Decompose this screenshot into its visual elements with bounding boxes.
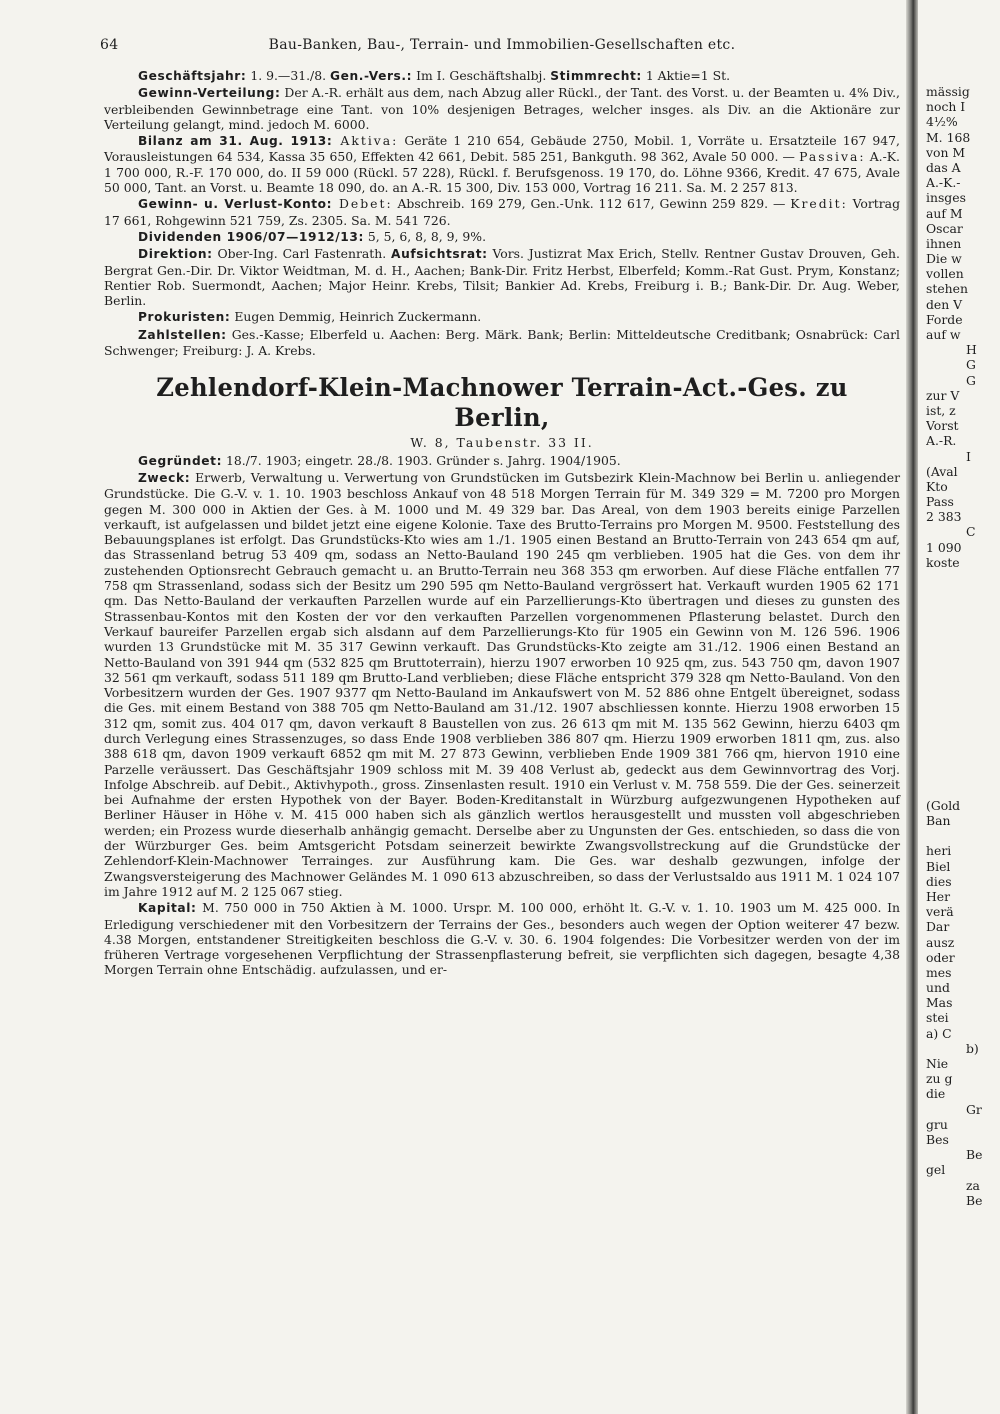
facing-page-line: 2 383: [926, 509, 962, 525]
facing-page-line: ist, z: [926, 402, 956, 418]
entry-text: Eugen Demmig, Heinrich Zuckermann.: [230, 309, 482, 325]
facing-page-line: heri: [926, 843, 952, 859]
facing-page-line: ausz: [926, 934, 955, 950]
facing-page-line: koste: [926, 554, 960, 570]
facing-page-line: mes: [926, 964, 952, 980]
entry-prokuristen: [104, 309, 900, 325]
facing-page-line: A.-R.: [926, 433, 957, 449]
facing-page-line: za: [966, 1177, 980, 1193]
entry-label: Kapital:: [138, 901, 197, 916]
entry-dividenden: [104, 229, 900, 245]
facing-page-line: den V: [926, 296, 963, 312]
facing-page-line: mässig: [926, 84, 970, 99]
entry-text: A.-K. 1 700 000, R.-F. 170 000, do. II 59 000 (Rückl. 57 228), Rückl. f. Berufsgenoss. 19 170, do. Löhne 9366, Kredit. 47 675, Avale 50 000, Tant. an Vorst. u. Beamte 18 090, do. an A.-R. 15 300, Div. 153 000, Vortrag 16 211. Sa. M. 2 257 813.: [104, 149, 900, 196]
entry-bilanz: [104, 133, 900, 195]
facing-page-line: gru: [926, 1116, 948, 1132]
facing-page-line: [926, 631, 1000, 646]
facing-page-line: [926, 737, 1000, 752]
entry-label: Direktion:: [138, 247, 213, 262]
entry-direktion: [104, 246, 900, 308]
facing-page-line: insges: [926, 190, 966, 206]
facing-page-line: Ban: [926, 813, 951, 828]
entry-text: Abschreib. 169 279, Gen.-Unk. 112 617, Gewinn 259 829. —: [392, 196, 791, 212]
facing-page-line: zu g: [926, 1071, 953, 1087]
facing-page-line: [926, 767, 1000, 782]
facing-page-line: [926, 828, 1000, 843]
entry-text: 1 Aktie=1 St.: [641, 68, 731, 83]
entry-kapital: [104, 900, 900, 977]
entry-label: Aufsichtsrat:: [391, 247, 488, 262]
entry-label: Dividenden 1906/07—1912/13:: [138, 229, 364, 244]
facing-page-line: oder: [926, 949, 955, 965]
facing-page-line: Kto: [926, 478, 948, 494]
facing-page-line: das A: [926, 159, 961, 175]
facing-page-line: [926, 661, 1000, 676]
facing-page-line: [926, 646, 1000, 661]
facing-page-line: Mas: [926, 995, 953, 1011]
entry-spaced-label: Passiva:: [799, 149, 866, 165]
facing-page-line: a) C: [926, 1025, 952, 1041]
entry-text: Erwerb, Verwaltung u. Verwertung von Grundstücken im Gutsbezirk Klein-Machnow bei Berlin u. anliegender Grundstücke. Die G.-V. v. 1. 10. 1903 beschloss Ankauf von 48 518 Morgen Terrain für M. 349 329 = M. 7200 pro Morgen gegen M. 300 000 in Aktien der Ges. à M. 1000 und M. 49 329 bar. Das Areal, von dem 1903 bereits einige Parzellen verkauft, ist aufgelassen und bildet jetzt eine eigene Kolonie. Taxe des Brutto-Terrains pro Morgen M. 9500. Feststellung des Bebauungsplanes ist erfolgt. Das Grundstücks-Kto wies am 1./1. 1905 einen Bestand an Brutto-Terrain von 243 654 qm auf, das Strassenland betrug 53 409 qm, sodass an Netto-Bauland 190 245 qm verblieben. 1905 hat die Ges. von dem ihr zustehenden Optionsrecht Gebrauch gemacht u. an Brutto-Terrain neu 368 353 qm erworben. Auf diese Fläche entfallen 77 758 qm Strassenland, sodass sich der Besitz um 290 595 qm Netto-Bauland vergrössert hat. Verkauft wurden 1905 62 171 qm. Das Netto-Bauland der verkauften Parzellen wurde auf ein Parzellierungs-Kto übertragen und dieses zu gunsten des Strassenbau-Kontos mit den Kosten der vor den verkauften Parzellen vorgenommenen Pflasterung belastet. Durch den Verkauf baureifer Parzellen ergab sich alsdann auf dem Parzellierungs-Kto für 1905 ein Gewinn von M. 126 596. 1906 wurden 13 Grundstücke mit M. 35 317 Gewinn verkauft. Das Grundstücks-Kto zeigte am 31./12. 1906 einen Bestand an Netto-Bauland von 391 944 qm (532 825 qm Bruttoterrain), hierzu 1907 erworben 10 925 qm, zus. 543 750 qm, davon 1907 32 561 qm verkauft, sodass 511 189 qm Brutto-Land verblieben; diese Fläche entspricht 379 328 qm Netto-Bauland. Von den Vorbesitzern wurden der Ges. 1907 9377 qm Netto-Bauland im Ankaufswert von M. 52 886 ohne Entgelt übereignet, sodass die Ges. mit einem Bestand von 388 705 qm Netto-Bauland am 31./12. 1907 abschliessen konnte. Hierzu 1908 erworben 15 312 qm, somit zus. 404 017 qm, davon verkauft 8 Baustellen von zus. 26 613 qm mit M. 135 562 Gewinn, hierzu 6403 qm durch Verlegung eines Strassenzuges, so dass Ende 1908 verblieben 386 807 qm. Hierzu 1909 erworben 1811 qm, zus. also 388 618 qm, davon 1909 verkauft 6852 qm mit M. 27 873 Gewinn, verblieben Ende 1909 381 766 qm, hiervon 1910 eine Parzelle veräussert. Das Geschäftsjahr 1909 schloss mit M. 39 408 Verlust ab, gedeckt aus dem Gewinnvortrag des Vorj. Infolge Abschreib. auf Debit., Aktivhypoth., gross. Zinsenlasten result. 1910 ein Verlust v. M. 758 559. Die der Ges. seinerzeit bei Aufnahme der ersten Hypothek von der Bayer. Boden-Kreditanstalt in Würzburg aufgezwungenen Hypotheken auf Berliner Häuser in Höhe v. M. 415 000 haben sich als gänzlich wertlos herausgestellt und mussten voll abgeschrieben werden; ein Prozess wurde dieserhalb anhängig gemacht. Derselbe aber zu Ungunsten der Ges. entschieden, so dass die von der Würzburger Ges. beim Amtsgericht Potsdam seinerzeit bewirkte Zwangsvollstreckung auf die Grundstücke der Zehlendorf-Klein-Machnower Terrainges. zur Ausführung kam. Die Ges. war deshalb gezwungen, infolge der Zwangsversteigerung des Machnower Geländes M. 1 090 613 abzuschreiben, so dass der Verlustsaldo aus 1911 M. 1 024 107 im Jahre 1912 auf M. 2 125 067 stieg.: [104, 469, 900, 899]
facing-page-line: Bes: [926, 1131, 949, 1147]
entry-text: Vors. Justizrat Max Erich, Stellv. Rentner Gustav Drouven, Geh. Bergrat Gen.-Dir. Dr. Viktor Weidtman, M. d. H., Aachen; Bank-Dir. Fritz Herbst, Elberfeld; Komm.-Rat Gust. Prym, Konstanz; Rentier Rob. Suermondt, Aachen; Major Heinr. Krebs, Tilsit; Bankier Ad. Krebs, Freiburg i. B.; Bank-Dir. Dr. Aug. Weber, Berlin.: [104, 246, 900, 309]
facing-page-line: I: [966, 448, 971, 464]
facing-page-line: Oscar: [926, 220, 963, 236]
entry-text: Geräte 1 210 654, Gebäude 2750, Mobil. 1, Vorräte u. Ersatzteile 167 947, Vorausleistungen 64 534, Kassa 35 650, Effekten 42 661, Debit. 585 251, Bankguth. 98 362, Avale 50 000. —: [104, 133, 900, 165]
entry-text: Der A.-R. erhält aus dem, nach Abzug aller Rückl., der Tant. des Vorst. u. der Beamten u. 4% Div., verbleibenden Gewinnbetrage eine Tant. von 10% desjenigen Betrages, welcher insges. als Div. an die Aktionäre zur Verteilung gelangt, mind. jedoch M. 6000.: [104, 85, 900, 132]
running-head: [100, 37, 900, 68]
entry-spaced-label: Aktiva:: [332, 133, 399, 149]
entry-gewinn-verlust: [104, 196, 900, 228]
facing-page-line: Be: [966, 1192, 983, 1208]
entry-text: Vortrag 17 661, Rohgewinn 521 759, Zs. 2305. Sa. M. 541 726.: [104, 196, 901, 228]
section-gap: [104, 359, 900, 369]
facing-page-line: [926, 585, 1000, 600]
facing-page-line: M. 168: [926, 129, 971, 145]
facing-page-line: dies: [926, 873, 952, 889]
entry-zahlstellen: [104, 327, 900, 359]
entry-gegruendet: [104, 453, 900, 469]
facing-page-line: verä: [926, 904, 954, 920]
facing-page-line: von M: [926, 144, 966, 160]
company-address: W. 8, Taubenstr. 33 II.: [410, 435, 594, 451]
entry-label: Zahlstellen:: [138, 327, 227, 342]
entry-gewinn-verteilung: [104, 85, 900, 132]
facing-page-line: [926, 722, 1000, 737]
facing-page-line: C: [966, 524, 976, 540]
entry-spaced-label: Debet:: [332, 196, 393, 212]
facing-page-line: G: [966, 357, 976, 373]
facing-page-line: Forde: [926, 311, 963, 327]
facing-page-line: stei: [926, 1010, 949, 1026]
entry-text: 5, 5, 6, 8, 8, 9, 9%.: [363, 228, 487, 244]
facing-page-line: und: [926, 980, 950, 996]
entry-label: Bilanz am 31. Aug. 1913:: [138, 134, 333, 149]
facing-page-line: Dar: [926, 919, 950, 935]
entry-text: Ober-Ing. Carl Fastenrath.: [212, 246, 392, 262]
facing-page-line: die: [926, 1086, 946, 1102]
entry-zweck: [104, 470, 900, 899]
facing-page-line: H: [966, 342, 977, 358]
facing-page-line: 1 090: [926, 539, 962, 555]
facing-page-line: auf M: [926, 205, 963, 221]
entry-label: Gen.-Vers.:: [329, 69, 413, 83]
entry-label: Geschäftsjahr:: [138, 69, 247, 83]
entry-label: Prokuristen:: [138, 310, 231, 325]
facing-page-line: ihnen: [926, 235, 962, 251]
entry-label: Zweck:: [138, 470, 191, 485]
facing-page-line: 4½%: [926, 114, 958, 130]
facing-page-line: Die w: [926, 251, 962, 267]
facing-page-line: G: [966, 372, 976, 388]
entry-spaced-label: Kredit:: [790, 196, 848, 212]
entry-label: Gewinn- u. Verlust-Konto:: [138, 197, 333, 212]
facing-page-line: vollen: [926, 266, 964, 282]
running-title: Bau-Banken, Bau-, Terrain- und Immobilien-Gesellschaften etc.: [268, 37, 736, 53]
facing-page-line: Nie: [926, 1056, 949, 1071]
facing-page-line: [926, 616, 1000, 631]
facing-page-line: [926, 752, 1000, 767]
facing-page-line: Vorst: [926, 418, 959, 434]
entry-text: 18./7. 1903; eingetr. 28./8. 1903. Gründer s. Jahrg. 1904/1905.: [222, 452, 621, 468]
main-column: [100, 37, 901, 979]
entry-label: Stimmrecht:: [550, 69, 642, 83]
facing-page-line: zur V: [926, 387, 960, 403]
facing-page-line: Her: [926, 888, 951, 904]
entry-text: 1. 9.—31./8.: [246, 68, 330, 83]
facing-page-fragment: [926, 84, 1000, 1208]
facing-page-line: stehen: [926, 281, 968, 297]
entry-text: Im I. Geschäftshalbj.: [412, 68, 551, 83]
facing-page-line: b): [966, 1040, 979, 1056]
entry-label: Gewinn-Verteilung:: [138, 86, 281, 101]
book-gutter: [906, 0, 918, 1414]
facing-page-line: A.-K.-: [926, 175, 961, 191]
facing-page-line: [926, 707, 1000, 722]
entry-text: M. 750 000 in 750 Aktien à M. 1000. Urspr. M. 100 000, erhöht lt. G.-V. v. 1. 10. 1903 um M. 425 000. In Erledigung verschiedener mit den Vorbesitzern der Terrains der Ges., besonders auch wegen der Option weiterer 47 bezw. 4.38 Morgen, entstandener Streitigkeiten beschloss die G.-V. v. 30. 6. 1904 folgendes: Die Vorbesitzer werden von der im früheren Vertrage vorgesehenen Verpflichtung der Strassenpflasterung befreit, sie verpflichten sich dagegen, besagte 4,38 Morgen Terrain ohne Entschädig. aufzulassen, und er-: [104, 900, 900, 978]
facing-page-line: Be: [966, 1147, 983, 1163]
facing-page-line: [926, 570, 1000, 585]
facing-page-line: noch I: [926, 99, 966, 115]
facing-page-line: Pass: [926, 494, 954, 510]
facing-page-line: [926, 600, 1000, 615]
facing-page-line: (Gold: [926, 797, 961, 813]
facing-page-line: [926, 676, 1000, 691]
facing-page-line: [926, 783, 1000, 798]
company-title: Zehlendorf-Klein-Machnower Terrain-Act.-Ges. zu Berlin,: [156, 373, 848, 433]
facing-page-line: gel: [926, 1162, 946, 1178]
entry-geschaeftsjahr: [104, 68, 900, 84]
facing-page-line: Biel: [926, 858, 951, 874]
facing-page-line: auf w: [926, 327, 961, 342]
entry-text: Ges.-Kasse; Elberfeld u. Aachen: Berg. Märk. Bank; Berlin: Mitteldeutsche Creditbank; Osnabrück: Carl Schwenger; Freiburg: J. A. Krebs.: [104, 326, 900, 359]
facing-page-line: (Aval: [926, 463, 958, 479]
facing-page-line: [926, 692, 1000, 707]
entry-label: Gegründet:: [138, 453, 223, 468]
facing-page-line: Gr: [966, 1101, 982, 1117]
page-number: 64: [100, 37, 119, 53]
